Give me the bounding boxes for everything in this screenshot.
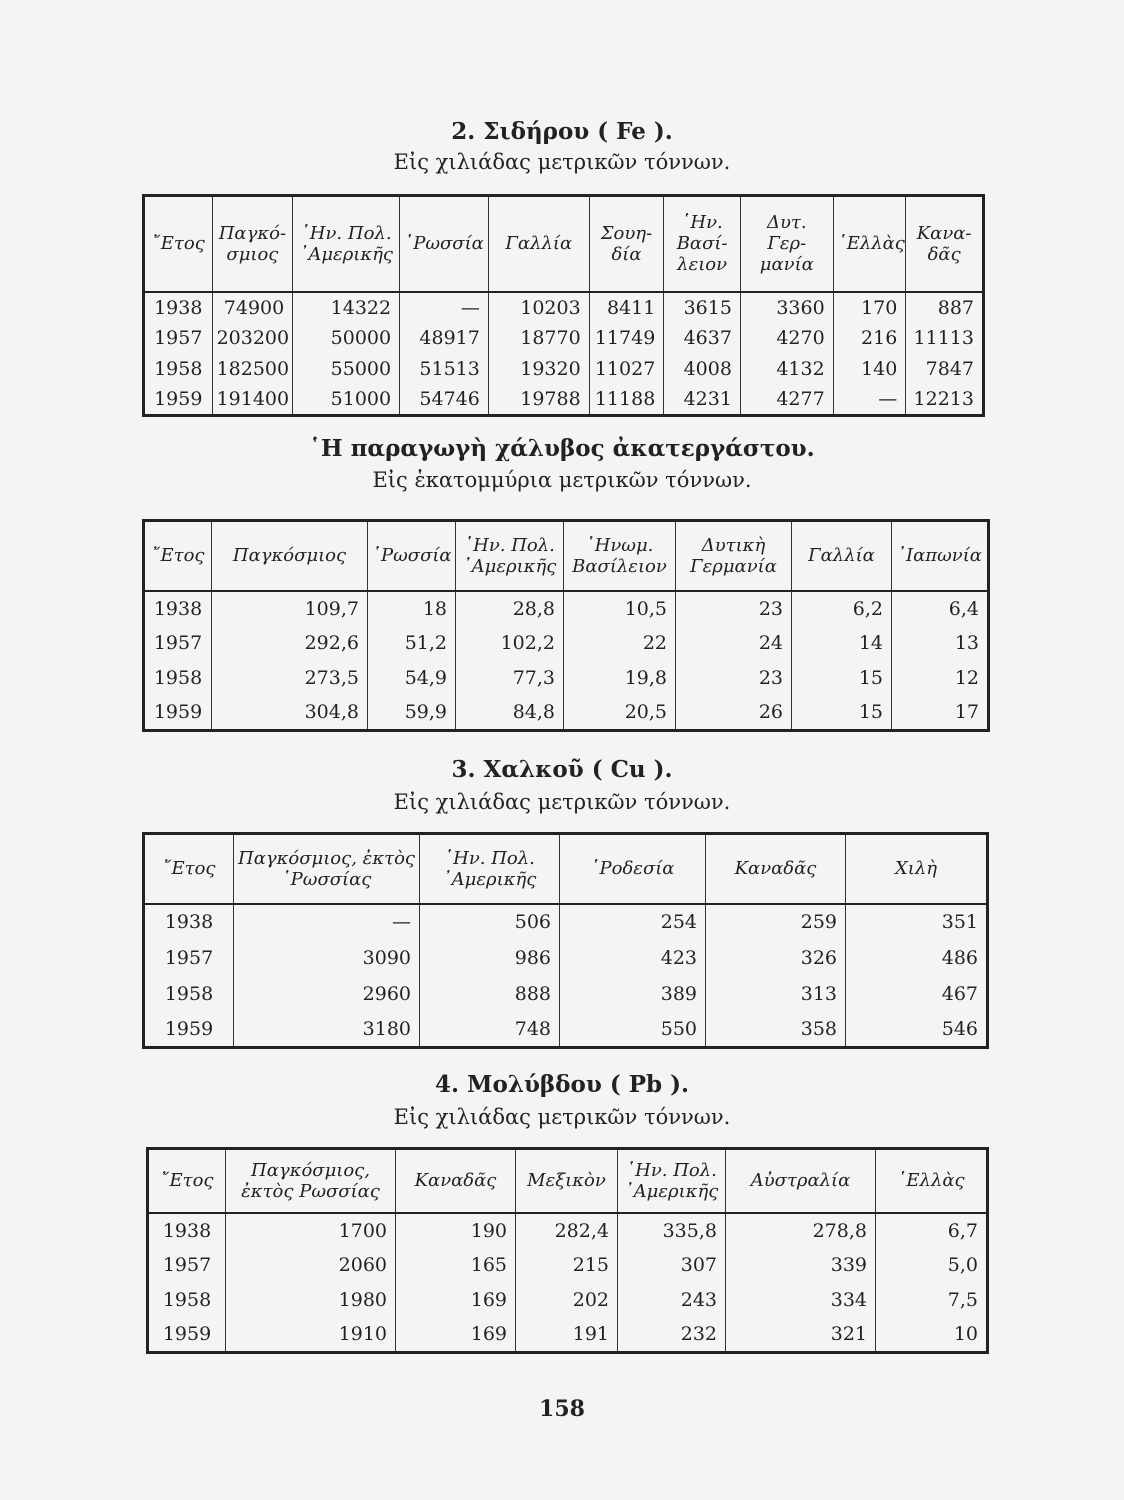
column-header: Δυτ. Γερ-μανία bbox=[740, 196, 833, 292]
column-header: ῾Ελλὰς bbox=[833, 196, 906, 292]
year-cell: 1938 bbox=[144, 591, 212, 626]
column-header: ῾Ρωσσία bbox=[400, 196, 489, 292]
value-cell: 4132 bbox=[740, 354, 833, 385]
value-cell: 486 bbox=[846, 940, 988, 976]
value-cell: 54,9 bbox=[368, 661, 456, 696]
lead-section-title: 4. Μολύβδου ( Pb ). bbox=[435, 1071, 689, 1098]
value-cell: 17 bbox=[892, 696, 989, 731]
value-cell: 259 bbox=[706, 904, 846, 940]
column-header: ῾Ην. Πολ. ᾿Αμερικῆς bbox=[456, 521, 564, 591]
value-cell: 1910 bbox=[226, 1318, 396, 1353]
year-cell: 1957 bbox=[144, 323, 213, 354]
value-cell: 84,8 bbox=[456, 696, 564, 731]
value-cell: 22 bbox=[564, 626, 676, 661]
table-row bbox=[144, 976, 988, 1012]
year-cell: 1938 bbox=[144, 292, 213, 323]
steel-section-title: ῾Η παραγωγὴ χάλυβος ἀκατεργάστου. bbox=[309, 435, 815, 462]
value-cell: 19788 bbox=[488, 385, 589, 416]
column-header: ῾Ην. Βασί-λειον bbox=[664, 196, 741, 292]
table-row bbox=[144, 661, 989, 696]
column-header: Καναδᾶς bbox=[396, 1149, 516, 1213]
value-cell: 2960 bbox=[234, 976, 420, 1012]
copper-section-title: 3. Χαλκοῦ ( Cu ). bbox=[451, 756, 673, 783]
value-cell: — bbox=[833, 385, 906, 416]
value-cell: 51,2 bbox=[368, 626, 456, 661]
value-cell: 4637 bbox=[664, 323, 741, 354]
value-cell: 358 bbox=[706, 1012, 846, 1048]
column-header: ῾Ελλὰς bbox=[876, 1149, 988, 1213]
value-cell: — bbox=[234, 904, 420, 940]
value-cell: 11188 bbox=[589, 385, 664, 416]
value-cell: 313 bbox=[706, 976, 846, 1012]
value-cell: 1700 bbox=[226, 1213, 396, 1248]
value-cell: 4008 bbox=[664, 354, 741, 385]
column-header: Σουη-δία bbox=[589, 196, 664, 292]
column-header: Δυτικὴ Γερμανία bbox=[676, 521, 792, 591]
column-header: Γαλλία bbox=[488, 196, 589, 292]
column-header: Κανα-δᾶς bbox=[906, 196, 984, 292]
year-cell: 1938 bbox=[144, 904, 234, 940]
value-cell: 191400 bbox=[212, 385, 293, 416]
value-cell: 3360 bbox=[740, 292, 833, 323]
value-cell: 307 bbox=[618, 1248, 726, 1283]
value-cell: 273,5 bbox=[212, 661, 368, 696]
value-cell: 4277 bbox=[740, 385, 833, 416]
value-cell: 4231 bbox=[664, 385, 741, 416]
table-row bbox=[148, 1283, 988, 1318]
value-cell: 2060 bbox=[226, 1248, 396, 1283]
value-cell: 51513 bbox=[400, 354, 489, 385]
column-header: Γαλλία bbox=[792, 521, 892, 591]
value-cell: 7847 bbox=[906, 354, 984, 385]
value-cell: 26 bbox=[676, 696, 792, 731]
value-cell: 10203 bbox=[488, 292, 589, 323]
value-cell: 550 bbox=[560, 1012, 706, 1048]
value-cell: 11749 bbox=[589, 323, 664, 354]
value-cell: 169 bbox=[396, 1318, 516, 1353]
value-cell: 888 bbox=[420, 976, 560, 1012]
value-cell: 10,5 bbox=[564, 591, 676, 626]
value-cell: 15 bbox=[792, 696, 892, 731]
year-cell: 1959 bbox=[144, 385, 213, 416]
page-number: 158 bbox=[539, 1396, 585, 1422]
value-cell: 102,2 bbox=[456, 626, 564, 661]
column-header: ῾Ην. Πολ. ᾿Αμερικῆς bbox=[420, 834, 560, 904]
value-cell: 191 bbox=[516, 1318, 618, 1353]
table-row bbox=[144, 323, 984, 354]
value-cell: 321 bbox=[726, 1318, 876, 1353]
value-cell: 18770 bbox=[488, 323, 589, 354]
value-cell: 339 bbox=[726, 1248, 876, 1283]
value-cell: 48917 bbox=[400, 323, 489, 354]
year-cell: 1938 bbox=[148, 1213, 226, 1248]
value-cell: 59,9 bbox=[368, 696, 456, 731]
steel-section-subtitle: Εἰς ἑκατομμύρια μετρικῶν τόννων. bbox=[372, 468, 752, 492]
column-header: Παγκό-σμιος bbox=[212, 196, 293, 292]
value-cell: 23 bbox=[676, 661, 792, 696]
value-cell: 18 bbox=[368, 591, 456, 626]
iron-section-subtitle: Εἰς χιλιάδας μετρικῶν τόννων. bbox=[393, 150, 731, 174]
value-cell: 5,0 bbox=[876, 1248, 988, 1283]
value-cell: 4270 bbox=[740, 323, 833, 354]
value-cell: 24 bbox=[676, 626, 792, 661]
column-header: ῎Ετος bbox=[144, 521, 212, 591]
value-cell: 11113 bbox=[906, 323, 984, 354]
year-cell: 1959 bbox=[148, 1318, 226, 1353]
value-cell: 182500 bbox=[212, 354, 293, 385]
value-cell: 6,2 bbox=[792, 591, 892, 626]
value-cell: 203200 bbox=[212, 323, 293, 354]
value-cell: 3090 bbox=[234, 940, 420, 976]
value-cell: 74900 bbox=[212, 292, 293, 323]
year-cell: 1957 bbox=[144, 626, 212, 661]
value-cell: 216 bbox=[833, 323, 906, 354]
value-cell: 3615 bbox=[664, 292, 741, 323]
year-cell: 1957 bbox=[144, 940, 234, 976]
value-cell: 109,7 bbox=[212, 591, 368, 626]
year-cell: 1958 bbox=[144, 976, 234, 1012]
value-cell: 326 bbox=[706, 940, 846, 976]
column-header: Παγκόσμιος, ἐκτὸς ῾Ρωσσίας bbox=[234, 834, 420, 904]
copper-section-subtitle: Εἰς χιλιάδας μετρικῶν τόννων. bbox=[393, 790, 731, 814]
table-row bbox=[144, 354, 984, 385]
value-cell: 10 bbox=[876, 1318, 988, 1353]
value-cell: 50000 bbox=[293, 323, 400, 354]
value-cell: 14 bbox=[792, 626, 892, 661]
value-cell: 423 bbox=[560, 940, 706, 976]
value-cell: 6,7 bbox=[876, 1213, 988, 1248]
table-row bbox=[148, 1248, 988, 1283]
table-row bbox=[144, 1012, 988, 1048]
value-cell: 986 bbox=[420, 940, 560, 976]
column-header: ῾Ρωσσία bbox=[368, 521, 456, 591]
column-header: ῾Ροδεσία bbox=[560, 834, 706, 904]
value-cell: 77,3 bbox=[456, 661, 564, 696]
column-header: ῾Ην. Πολ. ᾿Αμερικῆς bbox=[618, 1149, 726, 1213]
table-row bbox=[144, 385, 984, 416]
value-cell: 54746 bbox=[400, 385, 489, 416]
table-row bbox=[144, 696, 989, 731]
value-cell: 19,8 bbox=[564, 661, 676, 696]
value-cell: 55000 bbox=[293, 354, 400, 385]
value-cell: 351 bbox=[846, 904, 988, 940]
column-header: Παγκόσμιος bbox=[212, 521, 368, 591]
lead-section-subtitle: Εἰς χιλιάδας μετρικῶν τόννων. bbox=[393, 1105, 731, 1129]
value-cell: 202 bbox=[516, 1283, 618, 1318]
value-cell: 20,5 bbox=[564, 696, 676, 731]
value-cell: 292,6 bbox=[212, 626, 368, 661]
iron-production-table bbox=[142, 194, 985, 417]
column-header: Χιλὴ bbox=[846, 834, 988, 904]
value-cell: 3180 bbox=[234, 1012, 420, 1048]
value-cell: 169 bbox=[396, 1283, 516, 1318]
value-cell: 232 bbox=[618, 1318, 726, 1353]
value-cell: 11027 bbox=[589, 354, 664, 385]
value-cell: 506 bbox=[420, 904, 560, 940]
value-cell: 28,8 bbox=[456, 591, 564, 626]
value-cell: 215 bbox=[516, 1248, 618, 1283]
value-cell: 165 bbox=[396, 1248, 516, 1283]
year-cell: 1958 bbox=[144, 354, 213, 385]
value-cell: 140 bbox=[833, 354, 906, 385]
table-row bbox=[144, 904, 988, 940]
value-cell: 13 bbox=[892, 626, 989, 661]
iron-section-title: 2. Σιδήρου ( Fe ). bbox=[451, 118, 673, 145]
value-cell: 243 bbox=[618, 1283, 726, 1318]
value-cell: 254 bbox=[560, 904, 706, 940]
value-cell: 546 bbox=[846, 1012, 988, 1048]
value-cell: 278,8 bbox=[726, 1213, 876, 1248]
table-row bbox=[144, 591, 989, 626]
value-cell: 8411 bbox=[589, 292, 664, 323]
value-cell: 19320 bbox=[488, 354, 589, 385]
table-row bbox=[144, 626, 989, 661]
table-row bbox=[148, 1318, 988, 1353]
value-cell: 12 bbox=[892, 661, 989, 696]
table-row bbox=[144, 292, 984, 323]
column-header: ῎Ετος bbox=[144, 834, 234, 904]
column-header: Αὐστραλία bbox=[726, 1149, 876, 1213]
year-cell: 1958 bbox=[148, 1283, 226, 1318]
column-header: ῾Ην. Πολ. ᾿Αμερικῆς bbox=[293, 196, 400, 292]
value-cell: 304,8 bbox=[212, 696, 368, 731]
column-header: ᾿Ιαπωνία bbox=[892, 521, 989, 591]
value-cell: 467 bbox=[846, 976, 988, 1012]
value-cell: 334 bbox=[726, 1283, 876, 1318]
value-cell: 12213 bbox=[906, 385, 984, 416]
value-cell: 190 bbox=[396, 1213, 516, 1248]
year-cell: 1957 bbox=[148, 1248, 226, 1283]
year-cell: 1959 bbox=[144, 1012, 234, 1048]
value-cell: 389 bbox=[560, 976, 706, 1012]
column-header: ῎Ετος bbox=[148, 1149, 226, 1213]
column-header: ῾Ηνωμ. Βασίλειον bbox=[564, 521, 676, 591]
column-header: Καναδᾶς bbox=[706, 834, 846, 904]
value-cell: 887 bbox=[906, 292, 984, 323]
steel-production-table bbox=[142, 519, 990, 732]
value-cell: 14322 bbox=[293, 292, 400, 323]
lead-production-table bbox=[146, 1147, 989, 1354]
copper-production-table bbox=[142, 832, 989, 1049]
value-cell: 6,4 bbox=[892, 591, 989, 626]
value-cell: 748 bbox=[420, 1012, 560, 1048]
value-cell: 15 bbox=[792, 661, 892, 696]
year-cell: 1959 bbox=[144, 696, 212, 731]
year-cell: 1958 bbox=[144, 661, 212, 696]
value-cell: 7,5 bbox=[876, 1283, 988, 1318]
value-cell: 282,4 bbox=[516, 1213, 618, 1248]
value-cell: 170 bbox=[833, 292, 906, 323]
value-cell: 23 bbox=[676, 591, 792, 626]
table-row bbox=[148, 1213, 988, 1248]
value-cell: 51000 bbox=[293, 385, 400, 416]
value-cell: 1980 bbox=[226, 1283, 396, 1318]
value-cell: — bbox=[400, 292, 489, 323]
table-row bbox=[144, 940, 988, 976]
column-header: ῎Ετος bbox=[144, 196, 213, 292]
column-header: Παγκόσμιος, ἐκτὸς Ρωσσίας bbox=[226, 1149, 396, 1213]
column-header: Μεξικὸν bbox=[516, 1149, 618, 1213]
value-cell: 335,8 bbox=[618, 1213, 726, 1248]
